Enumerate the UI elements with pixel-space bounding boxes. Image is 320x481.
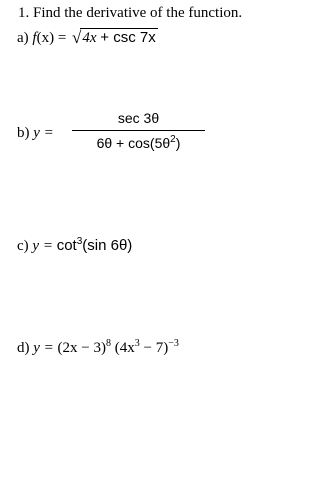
- part-c-arg: (sin 6θ): [82, 237, 133, 254]
- part-d-exp1: 8: [105, 338, 111, 349]
- part-a-sqrt: [70, 28, 158, 46]
- part-a-label: a): [17, 30, 29, 46]
- part-b-lhs-group: [17, 125, 54, 142]
- part-b-lhs: y =: [33, 125, 54, 141]
- part-a-lhs-arg: (x) =: [36, 30, 67, 46]
- part-c-label: c): [17, 238, 29, 254]
- part-b-label: b): [17, 125, 30, 141]
- part-d-factor2-pre: (4x: [114, 340, 135, 356]
- part-a-radicand-rest: + csc 7x: [100, 29, 156, 46]
- part-d-label: d): [17, 340, 30, 356]
- part-d-factor2-exp: 3: [134, 338, 140, 349]
- part-d-exp2: −3: [168, 338, 179, 349]
- part-d: [17, 338, 179, 356]
- part-b-den-post: ): [175, 135, 181, 151]
- part-c-lhs: y =: [32, 238, 53, 254]
- fraction-bar: [72, 130, 205, 131]
- part-b-fraction: [72, 108, 205, 152]
- part-b-numerator: sec 3θ: [117, 110, 160, 126]
- problem-heading: 1. Find the derivative of the function.: [18, 5, 243, 21]
- part-b-denominator: [72, 134, 205, 152]
- part-a: [17, 28, 158, 46]
- part-a-radicand-term: 4x: [82, 30, 97, 46]
- part-c: [17, 238, 132, 254]
- part-a-radicand: [80, 28, 157, 46]
- part-d-factor1: (2x − 3): [57, 340, 106, 356]
- part-d-factor2-post: − 7): [143, 340, 169, 356]
- radical-sign: √: [72, 28, 82, 47]
- part-a-lhs: f: [32, 30, 37, 46]
- part-b-den-pre: 6θ + cos(5θ: [96, 135, 171, 151]
- part-b-den-exp: 2: [170, 134, 176, 145]
- part-c-exp: 3: [76, 236, 83, 247]
- part-d-lhs: y =: [33, 340, 54, 356]
- part-c-func: cot: [56, 237, 77, 254]
